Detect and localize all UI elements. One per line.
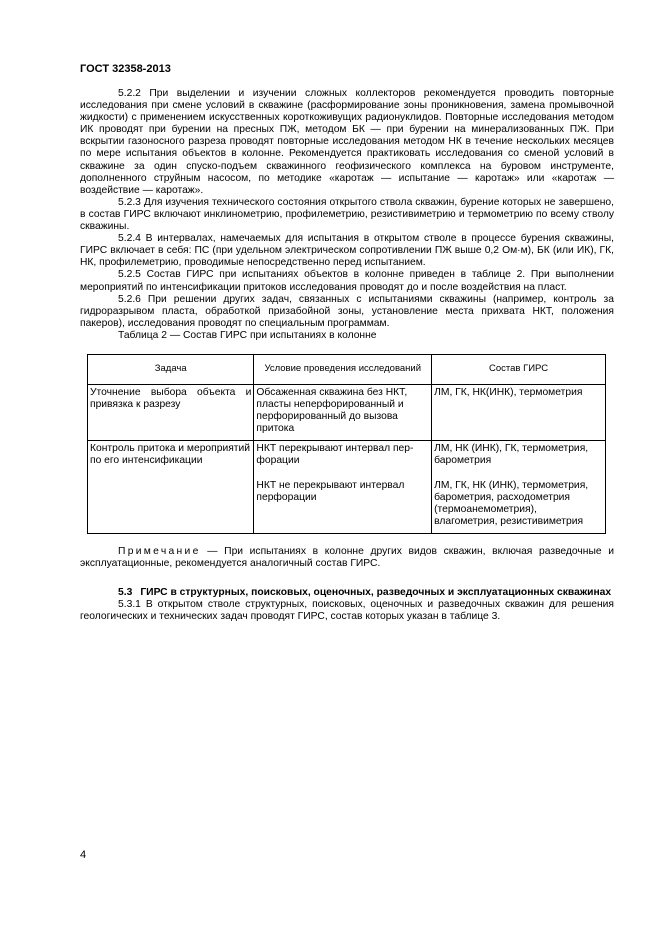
cell-condition: Обсаженная скважина без НКТ, пласты неперфорированный и перфорированный до вызова притока: [254, 384, 432, 440]
note-text: — При испытаниях в колонне других видов скважин, включая разведочные и эксплуатационные, рекомендуется аналогичный состав ГИРС.: [80, 545, 614, 569]
table-row: [88, 384, 606, 440]
table-row: [88, 441, 606, 534]
header-condition: Условие проведения исследований: [254, 354, 432, 384]
cell-composition: [432, 441, 606, 534]
table-note: [80, 546, 614, 570]
composition-b: ЛМ, ГК, НК (ИНК), термометрия, барометрия, расходометрия (термоанемометрия), влагометрия, резистивиметрия: [434, 479, 589, 527]
paragraph-5-2-5: 5.2.5 Состав ГИРС при испытаниях объектов в колонне приведен в таблице 2. При выполнении мероприятий по интенсификации притоков исследования проводят до и после воздействия на пласт.: [80, 269, 614, 293]
page-body: [80, 88, 614, 623]
table-header-row: [88, 354, 606, 384]
page-number: 4: [80, 849, 87, 861]
cell-composition: ЛМ, ГК, НК(ИНК), термометрия: [432, 384, 606, 440]
note-label: Примечание: [118, 545, 201, 557]
section-title: ГИРС в структурных, поисковых, оценочных, разведочных и эксплуатационных скважинах: [140, 587, 612, 599]
cell-task: Уточнение выбора объекта и привязка к разрезу: [88, 384, 254, 440]
paragraph-5-2-4: 5.2.4 В интервалах, намечаемых для испытания в открытом стволе в процессе бурения скважины, ГИРС включает в себя: ПС (при удельном электрическом сопротивлении ПЖ выше 0,2 Ом·м), БК (или ИК), ГК, НК, профилеметрию, проводимые непосредственно перед испытанием.: [80, 233, 614, 269]
paragraph-5-3-1: 5.3.1 В открытом стволе структурных, поисковых, оценочных и разведочных скважин для решения геологических и технических задач проводят ГИРС, состав которых указан в таблице 3.: [80, 599, 614, 623]
cell-condition: [254, 441, 432, 534]
section-number: 5.3: [118, 587, 133, 599]
paragraph-5-2-3: 5.2.3 Для изучения технического состояния открытого ствола скважин, бурение которых не завершено, в состав ГИРС включают инклинометрию, профилеметрию, резистивиметрию и термометрию по всему стволу скважины.: [80, 196, 614, 233]
section-heading-5-3: [80, 587, 614, 599]
condition-a: НКТ перекрывают интервал пер-форации: [256, 443, 414, 467]
table-2: [87, 354, 606, 534]
paragraph-5-2-6: 5.2.6 При решении других задач, связанных с испытаниями скважины (например, контроль за гидроразрывом пласта, обработкой призабойной зоны, установление места прихвата НКТ, положения пакеров), исследования проводят по специальным программам.: [80, 293, 614, 329]
paragraph-5-2-2: 5.2.2 При выделении и изучении сложных коллекторов рекомендуется проводить повторные исследования при смене условий в скважине (расформирование зоны проникновения, замена промывочной жидкости) с применением искусственных короткоживущих радионуклидов. Повторные исследования методом ИК проводят при бурении на пресных ПЖ, методом БК — при бурении на минерализованных ПЖ. При вскрытии газоносного разреза проводят повторные исследования методом НК в течение нескольких месяцев по мере испытания объектов в колонне. Рекомендуется практиковать исследования со сменой условий в скважине за один спуско-подъем скважинного геофизического комплекса на буровом инструменте, дополненного струйным насосом, по методике «каротаж — испытание — каротаж» или «каротаж — воздействие — каротаж».: [80, 88, 614, 196]
condition-b: НКТ не перекрывают интервал перфорации: [256, 479, 405, 503]
cell-task: Контроль притока и мероприятий по его интенсификации: [88, 441, 254, 534]
header-task: Задача: [88, 354, 254, 384]
header-composition: Состав ГИРС: [432, 354, 606, 384]
composition-a: ЛМ, НК (ИНК), ГК, термометрия, барометрия: [434, 443, 589, 467]
document-code: ГОСТ 32358-2013: [80, 63, 171, 75]
table-caption: Таблица 2 — Состав ГИРС при испытаниях в колонне: [118, 329, 377, 341]
